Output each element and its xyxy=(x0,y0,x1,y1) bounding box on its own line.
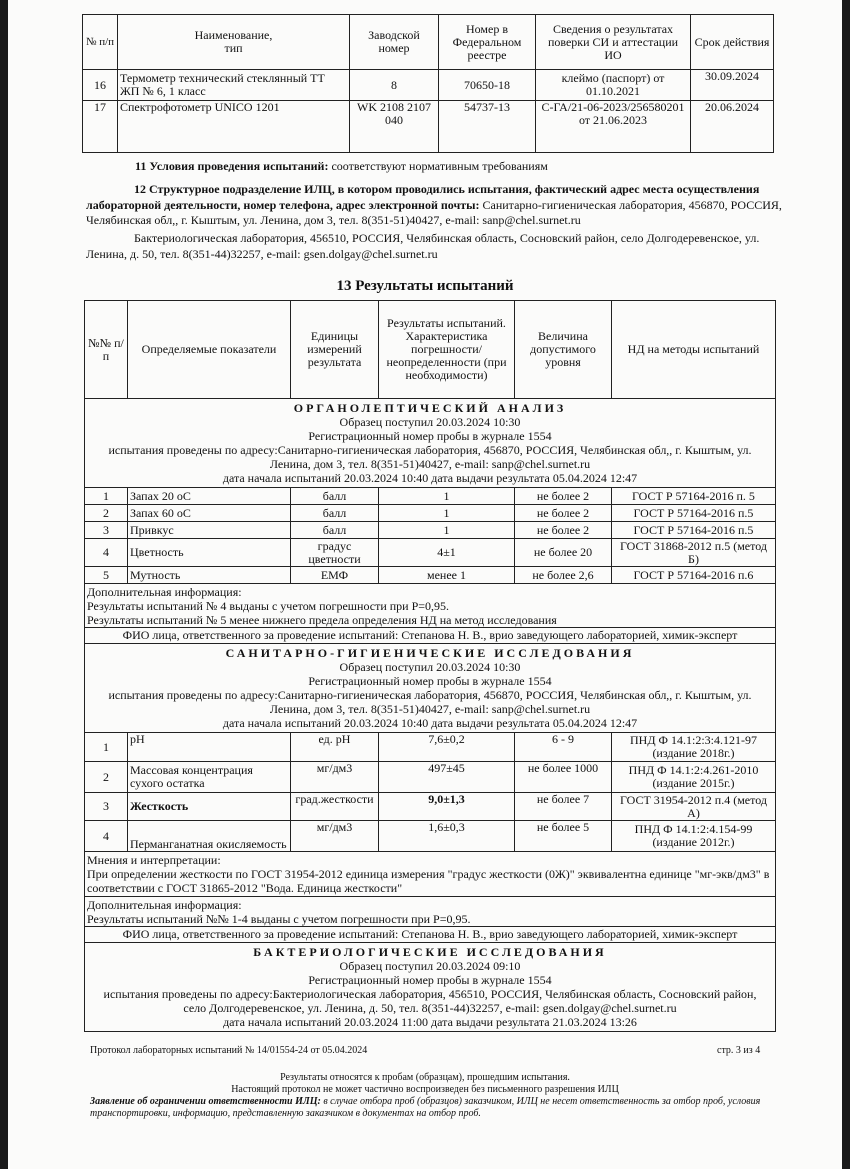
section-11-text: соответствуют нормативным требованиям xyxy=(328,159,548,173)
header-num: № п/п xyxy=(83,15,118,70)
header-indicator: Определяемые показатели xyxy=(128,301,291,399)
test-address: испытания проведены по адресу:Санитарно-гигиеническая лаборатория, 456870, РОССИЯ, Челябинская обл,, г. Кыштым, ул. Ленина, дом 3, тел. 8(351-51)40427, e-mail: sanp@chel.surnet.ru xyxy=(108,688,752,716)
section-11-label: 11 Условия проведения испытаний: xyxy=(135,159,329,173)
organoleptic-additional-info: Дополнительная информация: Результаты испытаний № 4 выданы с учетом погрешности при P=0,95. Результаты испытаний № 5 менее нижнего предела определения НД на метод исследования xyxy=(85,584,776,628)
cell: 54737-13 xyxy=(439,101,536,153)
organoleptic-title: ОРГАНОЛЕПТИЧЕСКИЙ АНАЛИЗ xyxy=(293,401,567,415)
sanitary-responsible: ФИО лица, ответственного за проведение испытаний: Степанова Н. В., врио заведующего лабораторией, химик-эксперт xyxy=(85,927,776,943)
test-dates: дата начала испытаний 20.03.2024 10:40 дата выдачи результата 05.04.2024 12:47 xyxy=(222,471,638,485)
section-11 xyxy=(135,159,785,174)
registration-number: Регистрационный номер пробы в журнале 1554 xyxy=(308,973,552,987)
section-12 xyxy=(86,182,786,229)
cell: 30.09.2024 xyxy=(691,70,774,101)
results-table xyxy=(84,300,776,1032)
organoleptic-responsible: ФИО лица, ответственного за проведение испытаний: Степанова Н. В., врио заведующего лабораторией, химик-эксперт xyxy=(85,628,776,644)
table-row: 1 Запах 20 оС балл 1 не более 2 ГОСТ Р 57164-2016 п. 5 xyxy=(85,488,776,505)
sanitary-opinions: Мнения и интерпретации: При определении жесткости по ГОСТ 31954-2012 единица измерения "градус жесткости (0Ж)" эквивалентна единице "мг-экв/дм3" в соответствии с ГОСТ 31865-2012 "Вода. Единица жесткости" xyxy=(85,852,776,897)
organoleptic-block xyxy=(85,399,776,488)
test-dates: дата начала испытаний 20.03.2024 11:00 дата выдачи результата 21.03.2024 13:26 xyxy=(223,1015,637,1029)
cell: С-ГА/21-06-2023/256580201 от 21.06.2023 xyxy=(536,101,691,153)
page-number: стр. 3 из 4 xyxy=(717,1045,761,1056)
section-12-text: Санитарно-гигиеническая лаборатория, 456870, РОССИЯ, Челябинская обл,, г. Кыштым, ул. Ленина, дом 3, тел. 8(351-51)40427, e-mail: sanp@chel.surnet.ru xyxy=(86,197,782,227)
table-row: 3 Привкус балл 1 не более 2 ГОСТ Р 57164-2016 п.5 xyxy=(85,522,776,539)
test-address: испытания проведены по адресу:Санитарно-гигиеническая лаборатория, 456870, РОССИЯ, Челябинская обл,, г. Кыштым, ул. Ленина, дом 3, тел. 8(351-51)40427, e-mail: sanp@chel.surnet.ru xyxy=(108,443,752,471)
section-13-title: 13 Результаты испытаний xyxy=(336,278,514,294)
table-row: 3 Жесткость град.жесткости 9,0±1,3 не более 7 ГОСТ 31954-2012 п.4 (метод А) xyxy=(85,793,776,821)
cell: Термометр технический стеклянный ТТ ЖП № 6, 1 класс xyxy=(118,70,350,101)
scan-edge-left xyxy=(0,0,8,1169)
cell: 17 xyxy=(83,101,118,153)
table-row xyxy=(83,101,774,153)
registration-number: Регистрационный номер пробы в журнале 1554 xyxy=(308,674,552,688)
header-limit: Величина допустимого уровня xyxy=(515,301,612,399)
header-registry: Номер в Федеральном реестре xyxy=(439,15,536,70)
disclaimer: Заявление об ограничении ответственности ИЛЦ: в случае отбора проб (образцов) заказчиком, ИЛЦ не несет ответственность за отбор проб, условия транспортировки, информацию, представленную заказчиком в документах на отбор проб. xyxy=(90,1096,761,1119)
header-verification: Сведения о результатах поверки СИ и аттестации ИО xyxy=(536,15,691,70)
cell: клеймо (паспорт) от 01.10.2021 xyxy=(536,70,691,101)
scan-edge-right xyxy=(842,0,850,1169)
section-12-label: 12 Структурное подразделение ИЛЦ, в котором проводились испытания, фактический адрес места осуществления лабораторной деятельности, номер телефона, адрес электронной почты: xyxy=(86,182,760,212)
cell: 70650-18 xyxy=(439,70,536,101)
cell: WK 2108 2107 040 xyxy=(350,101,439,153)
table-row: 4 Перманганатная окисляемость мг/дм3 1,6±0,3 не более 5 ПНД Ф 14.1:2:4.154-99 (издание 2012г.) xyxy=(85,821,776,852)
header-method: НД на методы испытаний xyxy=(612,301,776,399)
bacteriology-title: БАКТЕРИОЛОГИЧЕСКИЕ ИССЛЕДОВАНИЯ xyxy=(253,945,607,959)
cell: 20.06.2024 xyxy=(691,101,774,153)
table-row: 2 Массовая концентрация сухого остатка мг/дм3 497±45 не более 1000 ПНД Ф 14.1:2:4.261-2010 (издание 2015г.) xyxy=(85,762,776,793)
sanitary-title: САНИТАРНО-ГИГИЕНИЧЕСКИЕ ИССЛЕДОВАНИЯ xyxy=(225,646,635,660)
footer-line-1: Результаты относятся к пробам (образцам), прошедшим испытания. xyxy=(280,1072,570,1083)
protocol-number: Протокол лабораторных испытаний № 14/01554-24 от 05.04.2024 xyxy=(90,1045,368,1056)
sanitary-additional-info: Дополнительная информация: Результаты испытаний №№ 1-4 выданы с учетом погрешности при P=0,95. xyxy=(85,897,776,927)
registration-number: Регистрационный номер пробы в журнале 1554 xyxy=(308,429,552,443)
table-row xyxy=(83,70,774,101)
header-num: №№ п/п xyxy=(85,301,128,399)
table-row: 2 Запах 60 оС балл 1 не более 2 ГОСТ Р 57164-2016 п.5 xyxy=(85,505,776,522)
test-address: испытания проведены по адресу:Бактериологическая лаборатория, 456510, РОССИЯ, Челябинская область, Сосновский район, село Долгодеревенское, ул. Ленина, д. 50, тел. 8(351-44)32257, e-mail: gsen.dolgay@chel.surnet.ru xyxy=(103,987,757,1015)
header-serial: Заводской номер xyxy=(350,15,439,70)
sample-received: Образец поступил 20.03.2024 10:30 xyxy=(339,415,521,429)
sample-received: Образец поступил 20.03.2024 09:10 xyxy=(339,959,521,973)
table-row: 5 Мутность ЕМФ менее 1 не более 2,6 ГОСТ Р 57164-2016 п.6 xyxy=(85,567,776,584)
header-name: Наименование, тип xyxy=(118,15,350,70)
cell: 8 xyxy=(350,70,439,101)
bacteriology-block xyxy=(85,943,776,1032)
test-dates: дата начала испытаний 20.03.2024 10:40 дата выдачи результата 05.04.2024 12:47 xyxy=(222,716,638,730)
cell: Спектрофотометр UNICO 1201 xyxy=(118,101,350,153)
sample-received: Образец поступил 20.03.2024 10:30 xyxy=(339,660,521,674)
footer-line-2: Настоящий протокол не может частично воспроизведен без письменного разрешения ИЛЦ xyxy=(231,1084,619,1095)
table-row: 4 Цветность градус цветности 4±1 не более 20 ГОСТ 31868-2012 п.5 (метод Б) xyxy=(85,539,776,567)
header-units: Единицы измерений результата xyxy=(291,301,379,399)
header-result: Результаты испытаний. Характеристика погрешности/ неопределенности (при необходимости) xyxy=(379,301,515,399)
equipment-table xyxy=(82,14,774,153)
header-valid: Срок действия xyxy=(691,15,774,70)
sanitary-block xyxy=(85,644,776,733)
section-12-bacteriology: Бактериологическая лаборатория, 456510, РОССИЯ, Челябинская область, Сосновский район, село Долгодеревенское, ул. Ленина, д. 50, тел. 8(351-44)32257, e-mail: gsen.dolgay@chel.surnet.ru xyxy=(86,231,760,261)
cell: 16 xyxy=(83,70,118,101)
table-row: 1 pH ед. pH 7,6±0,2 6 - 9 ПНД Ф 14.1:2:3:4.121-97 (издание 2018г.) xyxy=(85,733,776,762)
